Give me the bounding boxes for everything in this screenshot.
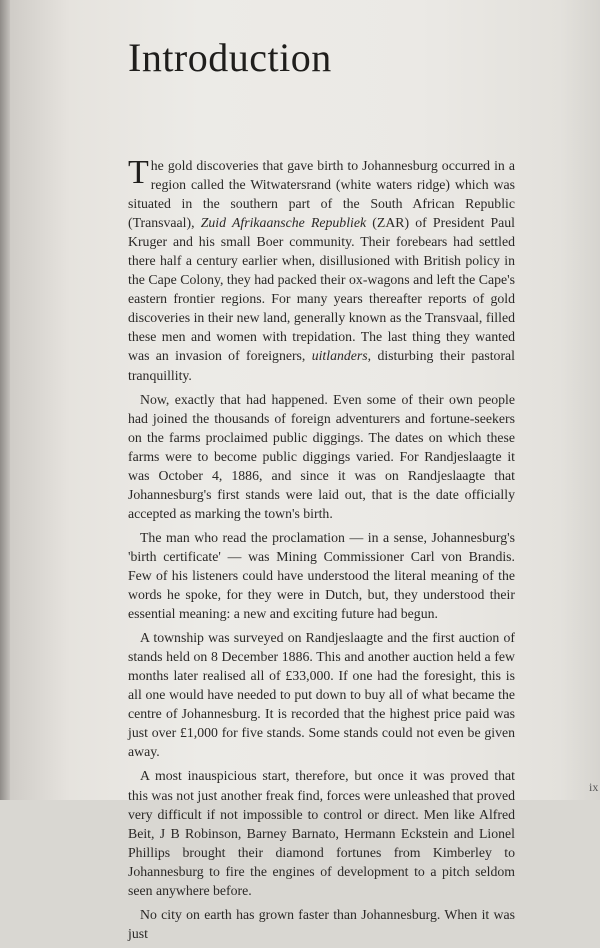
- text-run: A most inauspicious start, therefore, but once it was proved that this was not just another freak find, forces were unleashed that proved very difficult if not impossible to control or direct. Men like Alfred Beit, J B Robinson, Barney Barnato, Hermann Eckstein and Lionel Phillips brought their diamond fortunes from Kimberley to Johannesburg to fire the engines of development to a pitch seldom seen anywhere before.: [128, 768, 515, 898]
- text-run: A township was surveyed on Randjeslaagte and the first auction of stands held on 8 December 1886. This and another auction held a few months later realised all of £33,000. If one had the foresight, this is all one would have needed to put down to buy all of what became the centre of Johannesburg. It is recorded that the highest price paid was just over £1,000 for five stands. Some stands could not even be given away.: [128, 630, 515, 760]
- text-run: (ZAR) of President Paul Kruger and his small Boer community. Their forebears had settled there half a century earlier when, disillusioned with British policy in the Cape Colony, they had packed their ox-wagons and left the Cape's eastern frontier regions. For many years thereafter reports of gold discoveries in their new land, generally known as the Transvaal, filled these men and women with trepidation. The last thing they wanted was an invasion of foreigners,: [128, 215, 515, 364]
- text-run: No city on earth has grown faster than Johannesburg. When it was just: [128, 906, 515, 941]
- drop-cap: T: [128, 154, 149, 191]
- italic-term: uitlanders: [311, 348, 368, 364]
- page-title: Introduction: [128, 35, 332, 80]
- text-run: Now, exactly that had happened. Even some of their own people had joined the thousands of foreign adventurers and fortune-seekers on the farms proclaimed public diggings. The dates on which these farms were to become public diggings varied. For Randjeslaagte it was October 4, 1886, and since it was on Randjeslaagte that Johannesburg's first stands were laid out, that is the date officially accepted as marking the town's birth.: [128, 391, 515, 521]
- page-number: ix: [589, 780, 599, 794]
- page-binding: [0, 0, 10, 800]
- paragraph: [128, 628, 515, 761]
- paragraph: [128, 528, 515, 623]
- paragraph: [128, 390, 515, 523]
- text-run: , disturbing their pastoral tranquillity.: [128, 348, 515, 383]
- paragraph: [128, 766, 515, 899]
- text-run: The man who read the proclamation — in a sense, Johannesburg's 'birth certificate' — was Mining Commissioner Carl von Brandis. Few of his listeners could have understood the literal meaning of the words he spoke, for they were in Dutch, but, they understood their essential meaning: a new and exciting future had begun.: [128, 529, 515, 622]
- text-run: he gold discoveries that gave birth to Johannesburg occurred in a region called the Witwatersrand (white waters ridge) which was situated in the southern part of the South African Republic (Transvaal),: [128, 158, 515, 231]
- paragraph: [128, 156, 515, 385]
- body-text: [128, 156, 515, 948]
- paragraph: [128, 905, 515, 943]
- italic-term: Zuid Afrikaansche Republiek: [200, 215, 367, 231]
